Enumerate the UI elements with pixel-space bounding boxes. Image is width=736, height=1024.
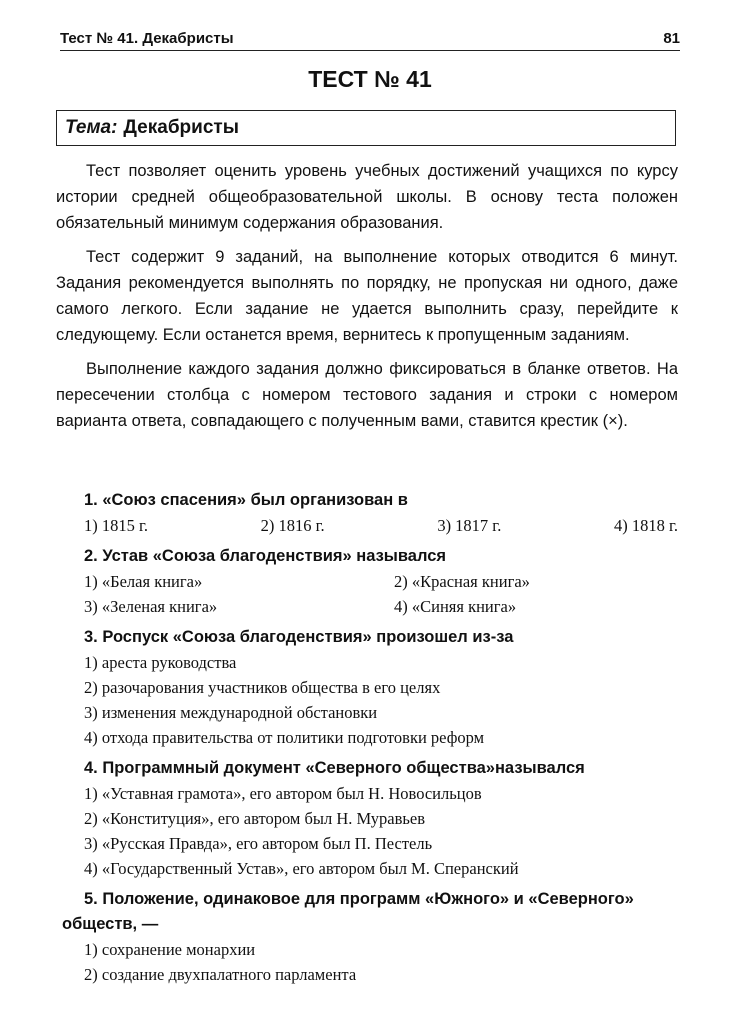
answer-option: 1) «Уставная грамота», его автором был Н. Новосильцов [84,784,482,803]
answer-option: 3) 1817 г. [437,516,502,535]
answer-option: 1) «Белая книга» [84,572,203,591]
running-header [60,30,680,51]
answer-options [84,569,678,619]
question-title: 3. Роспуск «Союза благоденствия» произошел из-за [84,628,514,646]
answer-options [84,937,678,987]
question-title: 1. «Союз спасения» был организован в [84,491,408,509]
page-title: ТЕСТ № 41 [308,66,432,92]
answer-options [84,781,678,881]
answer-option: 2) 1816 г. [260,516,325,535]
running-title: Тест № 41. Декабристы [60,30,234,47]
answer-option: 2) «Красная книга» [394,572,530,591]
topic-box [56,110,676,146]
question-list [62,488,678,993]
answer-option: 3) «Зеленая книга» [84,597,218,616]
question-5 [62,887,678,987]
answer-option: 1) ареста руководства [84,653,237,672]
answer-option: 2) разочарования участников общества в его целях [84,678,441,697]
instructions [56,158,678,442]
answer-option: 2) «Конституция», его автором был Н. Муравьев [84,809,426,828]
answer-option: 3) «Русская Правда», его автором был П. Пестель [84,834,433,853]
instructions-paragraph: Тест позволяет оценить уровень учебных достижений учащихся по курсу истории средней общеобразовательной школы. В основу теста положен обязательный минимум содержания образования. [56,162,678,232]
answer-option: 4) «Синяя книга» [394,597,517,616]
answer-option: 4) отхода правительства от политики подготовки реформ [84,728,485,747]
instructions-paragraph: Выполнение каждого задания должно фиксироваться в бланке ответов. На пересечении столбца с номером тестового задания и строки с номером варианта ответа, совпадающего с полученным вами, ставится крестик (×). [56,360,678,430]
question-4 [84,756,678,881]
page-number: 81 [663,30,680,47]
question-1 [84,488,678,538]
instructions-paragraph: Тест содержит 9 заданий, на выполнение которых отводится 6 минут. Задания рекомендуется выполнять по порядку, не пропуская ни одного, даже самого легкого. Если задание не удается выполнить сразу, перейдите к следующему. Если останется время, вернитесь к пропущенным заданиям. [56,248,678,344]
question-3 [84,625,678,750]
answer-option: 3) изменения международной обстановки [84,703,378,722]
answer-option: 4) «Государственный Устав», его автором был М. Сперанский [84,859,519,878]
answer-option: 2) создание двухпалатного парламента [84,965,357,984]
topic-value: Декабристы [123,117,239,138]
answer-option: 1) 1815 г. [84,516,149,535]
topic-label: Тема: [65,117,118,138]
question-title: 2. Устав «Союза благоденствия» назывался [84,547,447,565]
answer-options [84,513,678,538]
answer-options [84,650,678,750]
answer-option: 1) сохранение монархии [84,940,256,959]
question-2 [84,544,678,619]
question-title: 5. Положение, одинаковое для программ «Южного» и «Северного» обществ, — [62,890,634,933]
answer-option: 4) 1818 г. [613,516,678,535]
question-title: 4. Программный документ «Северного общества»назывался [84,759,585,777]
